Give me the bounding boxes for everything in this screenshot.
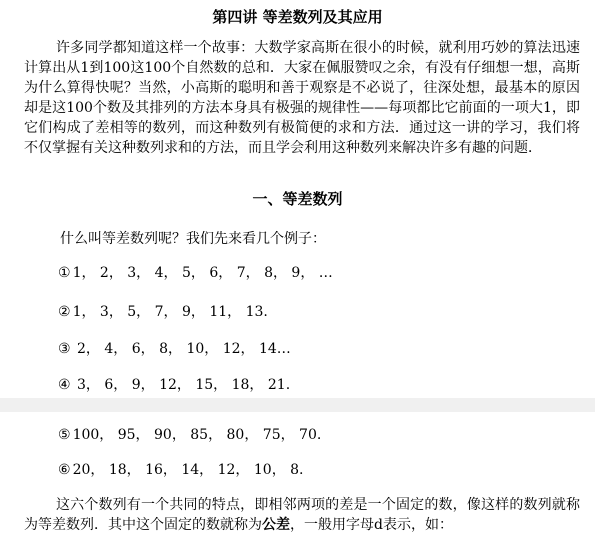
example-6 <box>58 459 304 479</box>
example-1 <box>58 262 333 282</box>
common-difference-term: 公差 <box>262 517 290 533</box>
example-marker: ⑤ <box>58 427 71 443</box>
page-title: 第四讲 等差数列及其应用 <box>212 8 383 26</box>
example-sequence: 3， 6， 9， 12， 15， 18， 21. <box>72 377 291 393</box>
closing-text-after: ，一般用字母d表示，如： <box>290 517 453 533</box>
example-sequence: 1， 3， 5， 7， 9， 11， 13. <box>72 304 268 320</box>
closing-text-before: 这六个数列有一个共同的特点，即相邻两项的差是一个固定的数，像这样的数列就称为等差数列．其中这个固定的数就称为 <box>24 497 580 533</box>
example-5 <box>58 424 321 444</box>
example-sequence: 1， 2， 3， 4， 5， 6， 7， 8， 9， … <box>72 265 333 281</box>
example-marker: ④ <box>58 377 71 393</box>
example-marker: ③ <box>58 341 71 357</box>
closing-paragraph <box>24 495 580 535</box>
example-sequence: 2， 4， 6， 8， 10， 12， 14… <box>72 341 291 357</box>
example-sequence: 20， 18， 16， 14， 12， 10， 8. <box>72 462 304 478</box>
example-sequence: 100， 95， 90， 85， 80， 75， 70. <box>72 427 322 443</box>
example-marker: ② <box>58 304 71 320</box>
question-text: 什么叫等差数列呢？我们先来看几个例子： <box>60 231 326 247</box>
example-marker: ⑥ <box>58 462 71 478</box>
example-3 <box>58 338 291 358</box>
example-marker: ① <box>58 265 71 281</box>
intro-paragraph: 许多同学都知道这样一个故事：大数学家高斯在很小的时候，就利用巧妙的算法迅速计算出从1到100这100个自然数的总和．大家在佩服赞叹之余，有没有仔细想一想，高斯为什么算得快呢？当然，小高斯的聪明和善于观察是不必说了，往深处想，最基本的原因却是这100个数及其排列的方法本身具有极强的规律性——每项都比它前面的一项大1，即它们构成了差相等的数列，而这种数列有极简便的求和方法．通过这一讲的学习，我们将不仅掌握有关这种数列求和的方法，而且学会利用这种数列来解决许多有趣的问题． <box>24 40 580 156</box>
example-2 <box>58 301 268 321</box>
page-break-band <box>0 398 595 412</box>
section-heading: 一、等差数列 <box>252 190 343 208</box>
example-4 <box>58 374 290 394</box>
